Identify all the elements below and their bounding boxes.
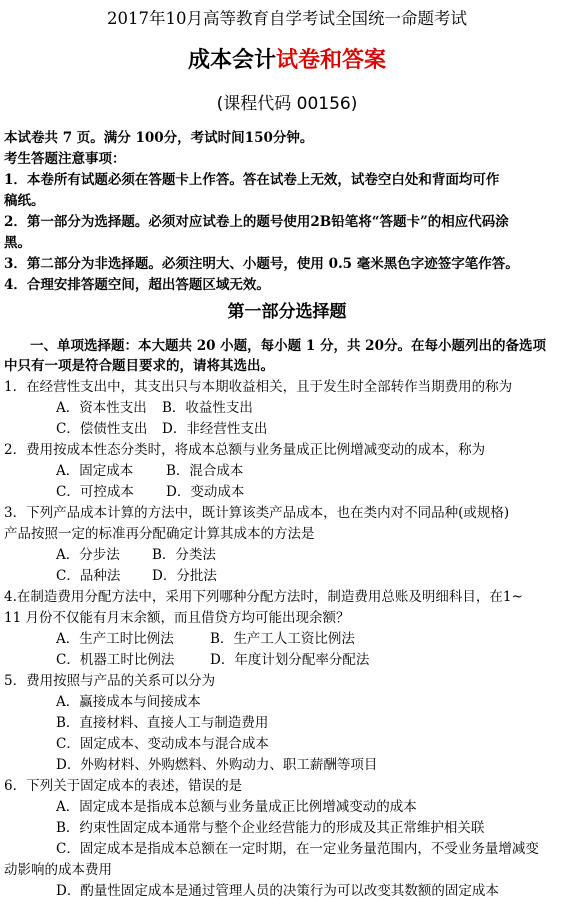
question-1-option-b: B．收益性支出: [162, 400, 253, 416]
question-4-stem: 4.在制造费用分配方法中，采用下列哪种分配方法时，制造费用总账及明细科目，在1~: [4, 589, 523, 605]
question-1-stem: 1．在经营性支出中，其支出只与本期收益相关，且于发生时全部转作当期费用的称为: [4, 379, 513, 395]
main-title-red: 试卷和答案: [276, 47, 387, 73]
instruction-2-cont: 黑。: [4, 235, 31, 251]
question-6-option-c-cont: 动影响的成本费用: [4, 862, 112, 878]
instruction-4: 4．合理安排答题空间，超出答题区域无效。: [4, 277, 270, 293]
main-title-black: 成本会计: [187, 47, 276, 73]
section-intro-cont: 中只有一项是符合题目要求的，请将其选出。: [4, 358, 274, 374]
instructions-heading: 考生答题注意事项：: [4, 151, 126, 167]
question-2-stem: 2．费用按成本性态分类时，将成本总额与业务量成正比例增减变动的成本，称为: [4, 442, 486, 458]
section-intro: 一、单项选择题：本大题共 20 小题，每小题 1 分，共 20分。在每小题列出的备选项: [30, 338, 546, 354]
instruction-2: 2．第一部分为选择题。必须对应试卷上的题号使用2B铅笔将“答题卡”的相应代码涂: [4, 214, 509, 230]
question-5-option-d: D．外购材料、外购燃料、外购动力、职工薪酬等项目: [56, 757, 378, 773]
question-6-option-c: C．固定成本是指成本总额在一定时期，在一定业务量范围内，不受业务量增减变: [56, 841, 539, 857]
question-5-option-a: A．赢接成本与间接成本: [56, 694, 201, 710]
question-4-option-c: C．机器工时比例法: [56, 652, 175, 668]
question-1-option-c: C．偿债性支出: [56, 421, 148, 437]
question-5-stem: 5．费用按照与产品的关系可以分为: [4, 673, 216, 689]
question-5-option-b: B．直接材料、直接人工与制造费用: [56, 715, 269, 731]
course-code: (课程代码 00156): [216, 94, 358, 114]
question-3-stem-cont: 产品按照一定的标准再分配确定计算其成本的方法是: [4, 526, 315, 542]
exam-title: 2017年10月高等教育自学考试全国统一命题考试: [107, 9, 467, 28]
question-2-option-d: D．变动成本: [166, 484, 245, 500]
instruction-1-cont: 稿纸。: [4, 193, 45, 209]
question-6-option-d: D．酌量性固定成本是通过管理人员的决策行为可以改变其数额的固定成本: [56, 883, 499, 899]
question-6-option-b: B．约束性固定成本通常与整个企业经营能力的形成及其正常维护相关联: [56, 820, 485, 836]
question-1-option-d: D．非经营性支出: [162, 421, 268, 437]
question-3-stem: 3．下列产品成本计算的方法中，既计算该类产品成本，也在类内对不同品种(或规格): [4, 505, 510, 521]
question-3-option-c: C．品种法: [56, 568, 121, 584]
question-3-option-d: D．分批法: [152, 568, 217, 584]
question-2-option-c: C．可控成本: [56, 484, 134, 500]
paper-info: 本试卷共 7 页。满分 100分，考试时间150分钟。: [4, 130, 314, 146]
question-4-option-d: D．年度计划分配率分配法: [210, 652, 370, 668]
question-6-stem: 6．下列关于固定成本的表述，错误的是: [4, 778, 243, 794]
question-4-option-b: B．生产工人工资比例法: [210, 631, 355, 647]
question-2-option-b: B．混合成本: [166, 463, 244, 479]
question-3-option-a: A．分步法: [56, 547, 120, 563]
question-6-option-a: A．固定成本是指成本总额与业务量成正比例增减变动的成本: [56, 799, 417, 815]
question-4-option-a: A．生产工时比例法: [56, 631, 174, 647]
question-2-option-a: A．固定成本: [56, 463, 134, 479]
question-5-option-c: C．固定成本、变动成本与混合成本: [56, 736, 269, 752]
instruction-3: 3．第二部分为非选择题。必须注明大、小题号，使用 0.5 毫米黑色字迹签字笔作答。: [4, 256, 519, 272]
main-title: [0, 47, 574, 73]
section-title: 第一部分选择题: [227, 302, 347, 322]
instruction-1: 1．本卷所有试题必须在答题卡上作答。答在试卷上无效，试卷空白处和背面均可作: [4, 172, 500, 188]
question-3-option-b: B．分类法: [152, 547, 216, 563]
question-4-stem-cont: 11 月份不仅能有月末余额，而且借贷方均可能出现余额？: [4, 610, 350, 626]
question-1-option-a: A．资本性支出: [56, 400, 147, 416]
